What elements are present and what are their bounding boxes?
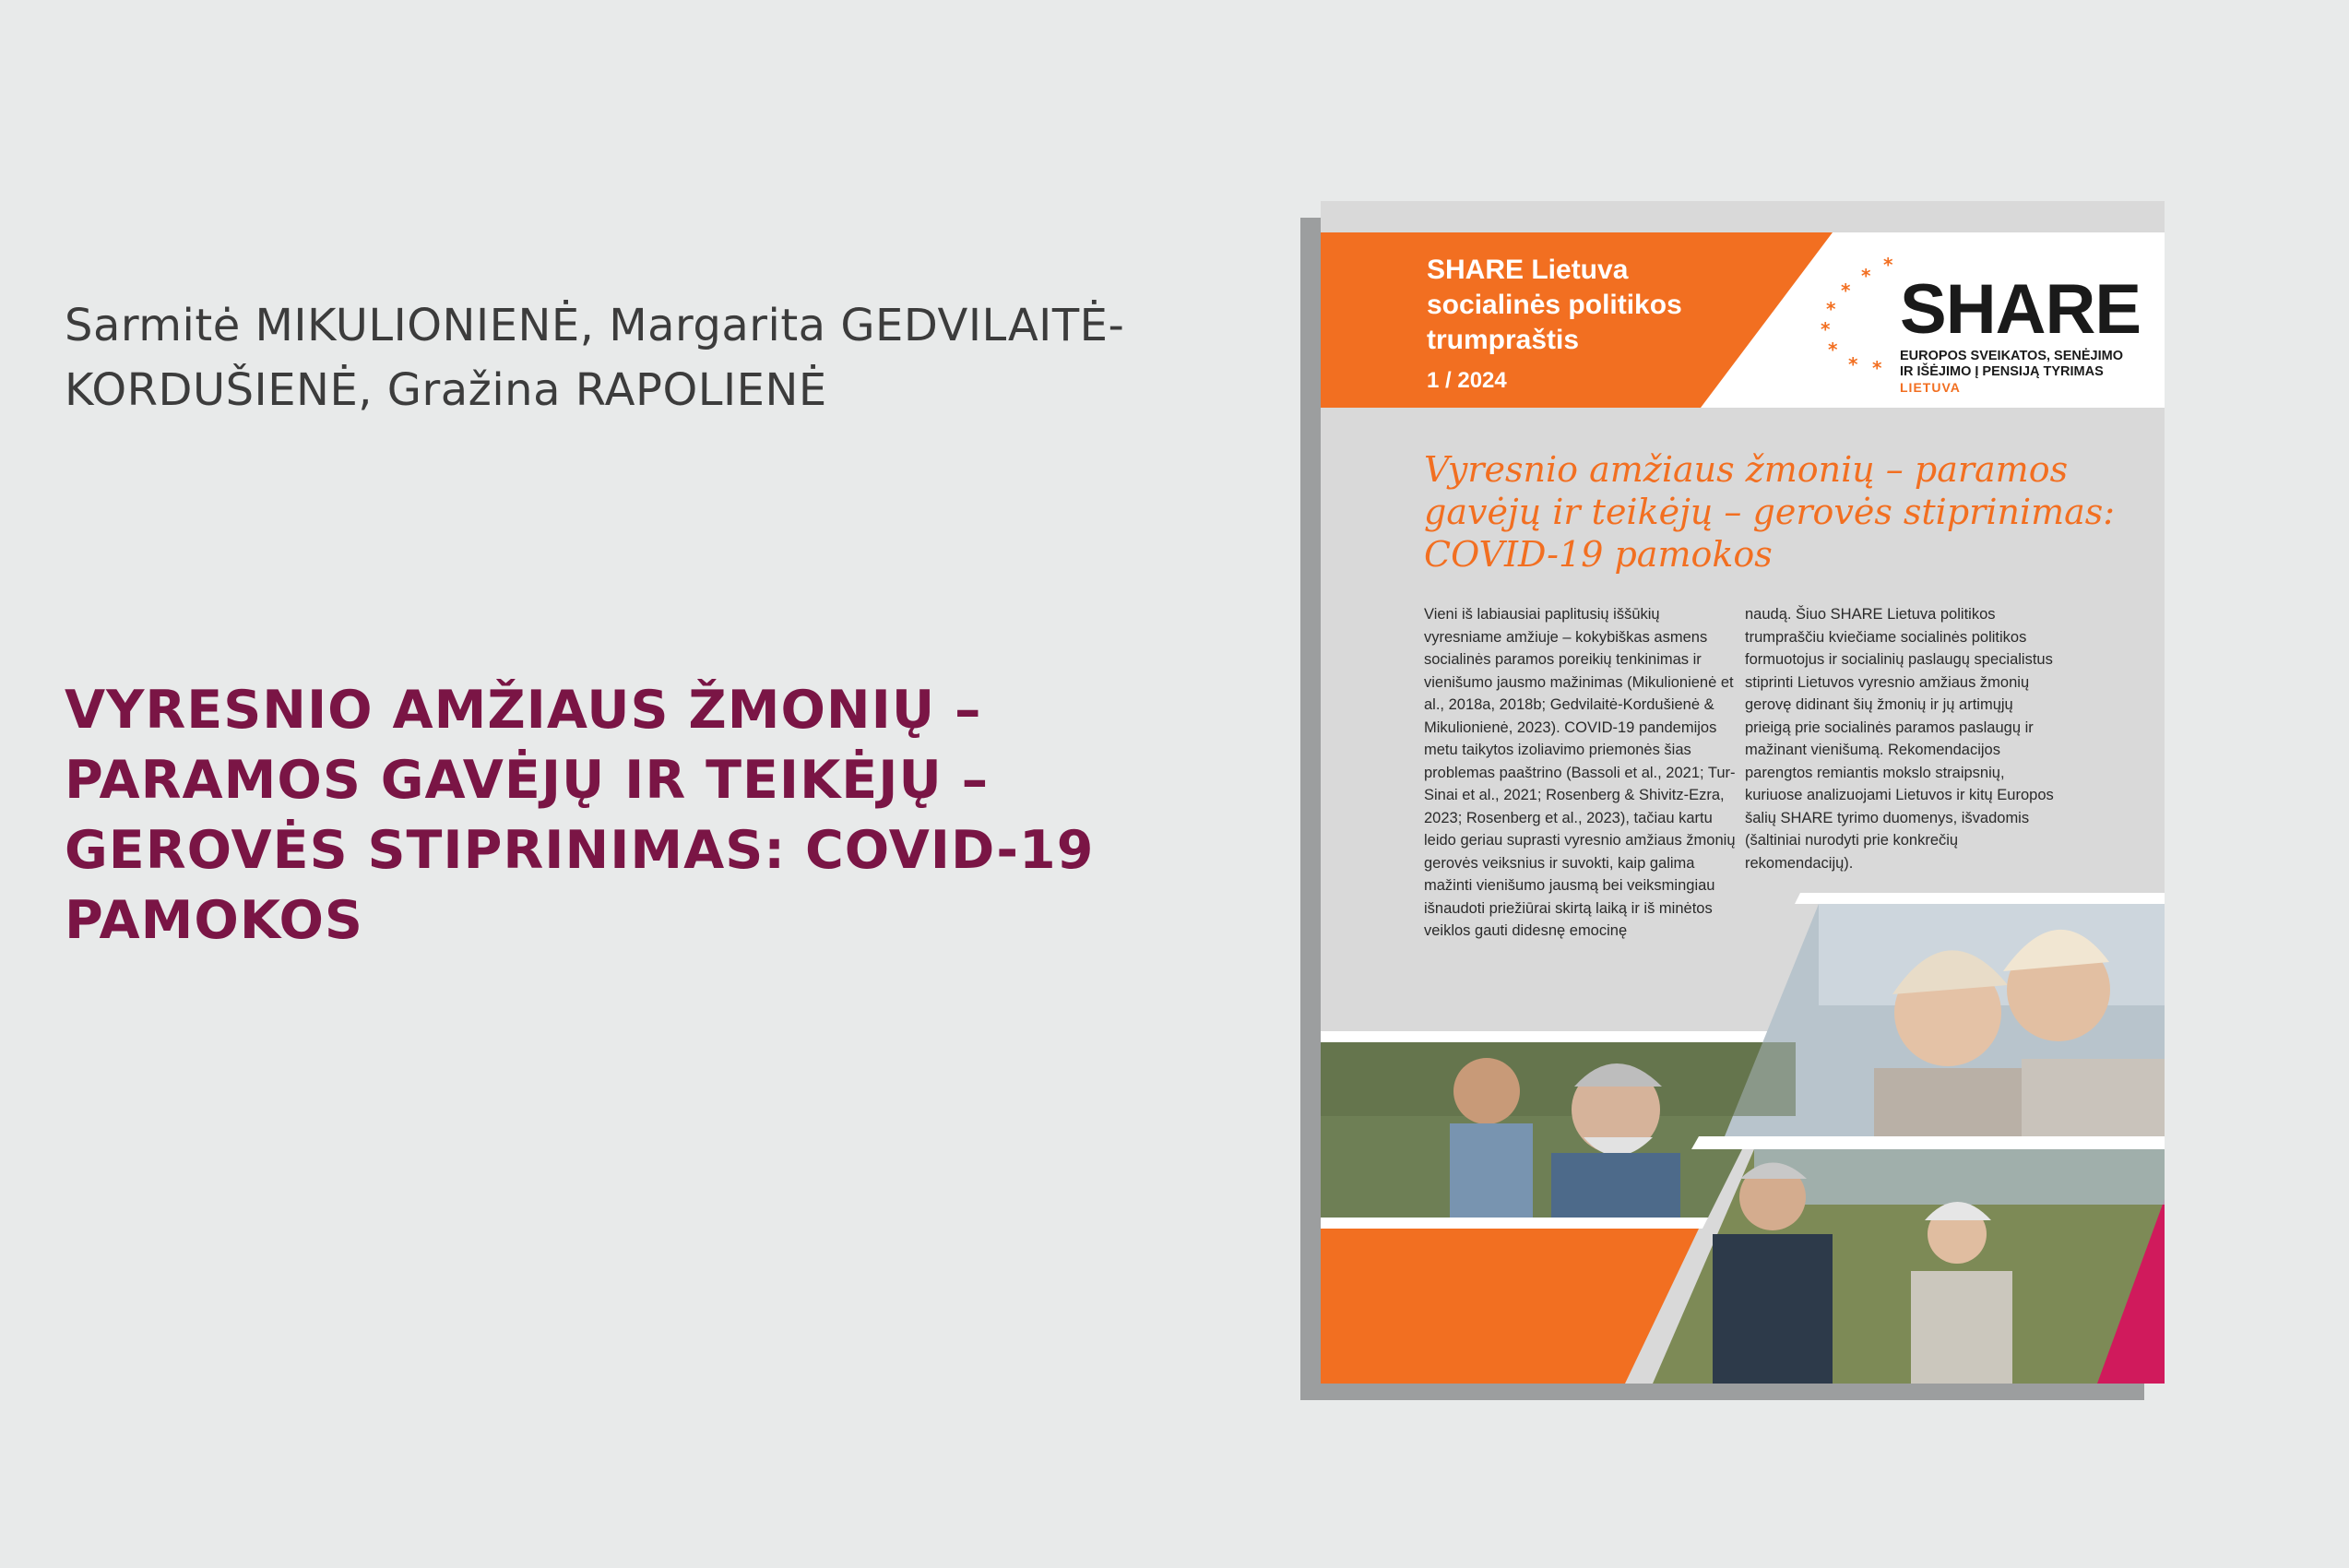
- svg-text:*: *: [1826, 298, 1836, 320]
- share-logo-wordmark: SHARE: [1900, 270, 2141, 349]
- series-label: [1427, 253, 1682, 398]
- share-logo-subtitle: [1900, 349, 2123, 380]
- svg-text:*: *: [1848, 353, 1858, 375]
- svg-text:*: *: [1861, 265, 1871, 287]
- issue-number: 1 / 2024: [1427, 368, 1507, 393]
- series-line-3: trumpraštis: [1427, 325, 1580, 355]
- cover-text-column-2: naudą. Šiuo SHARE Lietuva politikos trumpraščiu kviečiame socialinės politikos formuotojus ir socialinių paslaugų specialistus stiprinti Lietuvos vyresnio amžiaus žmonių gerovę didinant šių žmonių ir jų artimųjų prieigą prie socialinės paramos paslaugų ir mažinant vienišumą. Rekomendacijos parengtos remiantis mokslo straipsnių, kuriuose analizuojami Lietuvos ir kitų Europos šalių SHARE tyrimo duomenys, išvadomis (šaltiniai nurodyti prie konkrečių rekomendacijų).: [1745, 606, 2054, 872]
- brochure-cover: [1300, 201, 2165, 1400]
- cover-title: Vyresnio amžiaus žmonių – paramos gavėjų ir teikėjų – gerovės stiprinimas: COVID-19 pamokos: [1424, 449, 2116, 575]
- svg-text:*: *: [1872, 357, 1882, 376]
- page-title: VYRESNIO AMŽIAUS ŽMONIŲ – PARAMOS GAVĖJŲ IR TEIKĖJŲ – GEROVĖS STIPRINIMAS: COVID-19 PAMOKOS: [65, 680, 1095, 951]
- svg-text:*: *: [1883, 256, 1893, 276]
- series-line-2: socialinės politikos: [1427, 290, 1682, 320]
- svg-text:*: *: [1821, 318, 1831, 340]
- share-logo-country: LIETUVA: [1900, 380, 1961, 395]
- share-logo-stars-icon: [1819, 256, 1902, 376]
- logo-sub-line-2: IR IŠĖJIMO Į PENSIJĄ TYRIMAS: [1900, 364, 2104, 379]
- svg-text:*: *: [1828, 339, 1838, 361]
- cover-text-column-1: Vieni iš labiausiai paplitusių iššūkių vyresniame amžiuje – kokybiškas asmens socialinės paramos poreikių tenkinimas ir vienišumo jausmo mažinimas (Mikulionienė et al., 2018a, 2018b; Gedvilaitė-Kordušienė & Mikulionienė, 2023). COVID-19 pandemijos metu taikytos izoliavimo priemonės šias problemas paaštrino (Bassoli et al., 2021; Tur-Sinai et al., 2021; Rosenberg & Shivitz-Ezra, 2023; Rosenberg et al., 2023), tačiau kartu leido geriau suprasti vyresnio amžiaus žmonių gerovės veiksnius ir suvokti, kaip galima mažinti vienišumo jausmą bei veiksmingiau išnaudoti priežiūrai skirtą laiką ir iš minėtos veiklos gauti didesnę emocinę: [1424, 606, 1736, 939]
- series-line-1: SHARE Lietuva: [1427, 255, 1629, 285]
- svg-text:*: *: [1841, 279, 1851, 302]
- logo-sub-line-1: EUROPOS SVEIKATOS, SENĖJIMO: [1900, 349, 2123, 363]
- authors-line: Sarmitė MIKULIONIENĖ, Margarita GEDVILAITĖ-KORDUŠIENĖ, Gražina RAPOLIENĖ: [65, 300, 1125, 416]
- cover-page: [1321, 201, 2165, 1384]
